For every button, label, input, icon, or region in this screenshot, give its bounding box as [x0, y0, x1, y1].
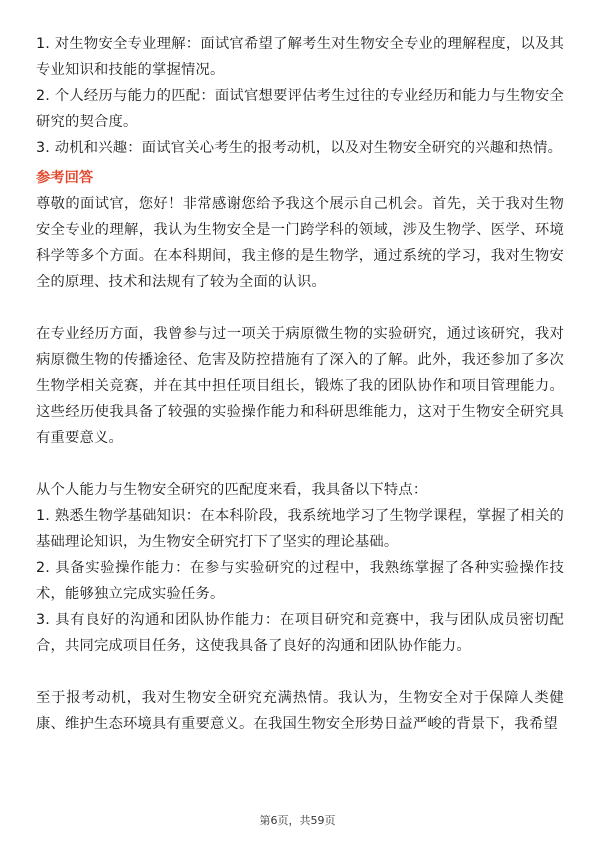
intro-point-1: 1. 对生物安全专业理解：面试官希望了解考生对生物安全专业的理解程度，以及其专业知识和技能的掌握情况。 [36, 36, 564, 78]
answer-paragraph-4: 至于报考动机，我对生物安全研究充满热情。我认为，生物安全对于保障人类健康、维护生态环境具有重要意义。在我国生物安全形势日益严峻的背景下，我希望 [36, 690, 564, 732]
document-body [36, 31, 564, 737]
page-number: 第6页，共59页 [259, 814, 336, 827]
ability-point-3: 3. 具有良好的沟通和团队协作能力：在项目研究和竞赛中，我与团队成员密切配合，共同完成项目任务，这使我具备了良好的沟通和团队协作能力。 [36, 612, 564, 654]
answer-paragraph-3: 从个人能力与生物安全研究的匹配度来看，我具备以下特点： [36, 482, 428, 498]
answer-paragraph-2: 在专业经历方面，我曾参与过一项关于病原微生物的实验研究，通过该研究，我对病原微生物的传播途径、危害及防控措施有了深入的了解。此外，我还参加了多次生物学相关竞赛，并在其中担任项目组长，锻炼了我的团队协作和项目管理能力。这些经历使我具备了较强的实验操作能力和科研思维能力，这对于生物安全研究具有重要意义。 [36, 326, 564, 446]
paragraph-gap [36, 659, 564, 685]
paragraph-gap [36, 451, 564, 477]
answer-paragraph-1: 尊敬的面试官，您好！非常感谢您给予我这个展示自己机会。首先，关于我对生物安全专业的理解，我认为生物安全是一门跨学科的领域，涉及生物学、医学、环境科学等多个方面。在本科期间，我主修的是生物学，通过系统的学习，我对生物安全的原理、技术和法规有了较为全面的认识。 [36, 196, 564, 290]
intro-point-3: 3. 动机和兴趣：面试官关心考生的报考动机，以及对生物安全研究的兴趣和热情。 [36, 140, 563, 156]
paragraph-gap [36, 295, 564, 321]
answer-heading: 参考回答 [36, 170, 94, 186]
ability-point-2: 2. 具备实验操作能力：在参与实验研究的过程中，我熟练掌握了各种实验操作技术，能够独立完成实验任务。 [36, 560, 564, 602]
intro-point-2: 2. 个人经历与能力的匹配：面试官想要评估考生过往的专业经历和能力与生物安全研究的契合度。 [36, 88, 564, 130]
ability-point-1: 1. 熟悉生物学基础知识：在本科阶段，我系统地学习了生物学课程，掌握了相关的基础理论知识，为生物安全研究打下了坚实的理论基础。 [36, 508, 564, 550]
